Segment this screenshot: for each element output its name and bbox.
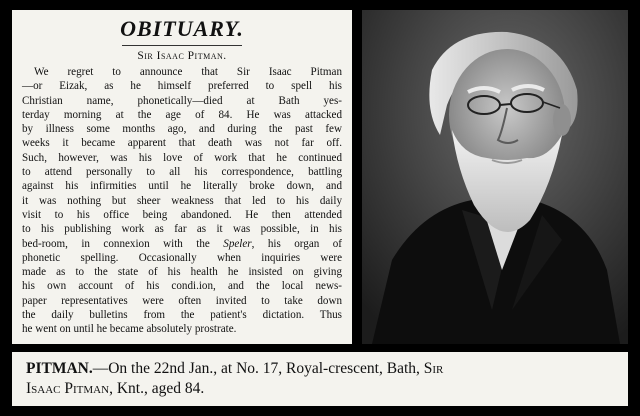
- death-notice-text: [26, 359, 614, 399]
- body-line-start: bed-room, in connexion with the: [22, 237, 224, 250]
- body-line: Such, however, was his love of work that he continued: [22, 151, 342, 164]
- body-line: his own account of his condi.ion, and the local news-: [22, 280, 342, 293]
- obituary-subhead: Sir Isaac Pitman.: [137, 50, 227, 62]
- obituary-clipping: [12, 10, 352, 344]
- portrait-photo-icon: [362, 10, 628, 344]
- notice-fullname: Isaac Pitman: [26, 380, 110, 397]
- body-line: he went on until he became absolutely prostrate.: [22, 323, 237, 336]
- heading-rule: [122, 45, 242, 46]
- body-line: to attend personally to all his correspondence, battling: [22, 166, 342, 179]
- body-line: terday morning at the age of 84. He was attacked: [22, 108, 342, 121]
- speler-title: Speler: [223, 237, 252, 250]
- body-line: it was nothing but sheer weakness that led to his daily: [22, 194, 342, 207]
- portrait-photo: [362, 10, 628, 344]
- body-line: to his publishing work as far as it was possible, in his: [22, 223, 342, 236]
- body-line-speler: [22, 237, 342, 251]
- notice-title: Sir: [423, 360, 444, 377]
- death-notice: [12, 352, 628, 406]
- body-line: paper representatives were often invited to take down: [22, 294, 342, 307]
- notice-details: —On the 22nd Jan., at No. 17, Royal-crescent, Bath,: [92, 360, 424, 377]
- obituary-heading: OBITUARY.: [120, 16, 244, 41]
- obituary-body: [22, 65, 342, 337]
- notice-line-2: [26, 379, 614, 399]
- body-line-end: , his organ of: [251, 237, 342, 250]
- body-line: —or Eizak, as he himself preferred to spell his: [22, 80, 342, 93]
- body-line: Christian name, phonetically—died at Bath yes-: [22, 94, 342, 107]
- body-line: We regret to announce that Sir Isaac Pitman: [34, 66, 342, 78]
- notice-line-1: [26, 359, 614, 379]
- body-line: phonetic spelling. Occasionally when inquiries were: [22, 251, 342, 264]
- body-line: against his infirmities until he literally broke down, and: [22, 180, 342, 193]
- notice-surname: PITMAN.: [26, 360, 93, 377]
- notice-age: , Knt., aged 84.: [109, 380, 205, 397]
- body-line: made as to the state of his health he insisted on giving: [22, 266, 342, 279]
- body-line: weeks it became apparent that death was not far off.: [22, 137, 342, 150]
- body-line: visit to his office being abandoned. He then attended: [22, 208, 342, 221]
- body-line: the daily bulletins from the patient's dictation. Thus: [22, 309, 342, 322]
- body-line: by illness some months ago, and during the past few: [22, 123, 342, 136]
